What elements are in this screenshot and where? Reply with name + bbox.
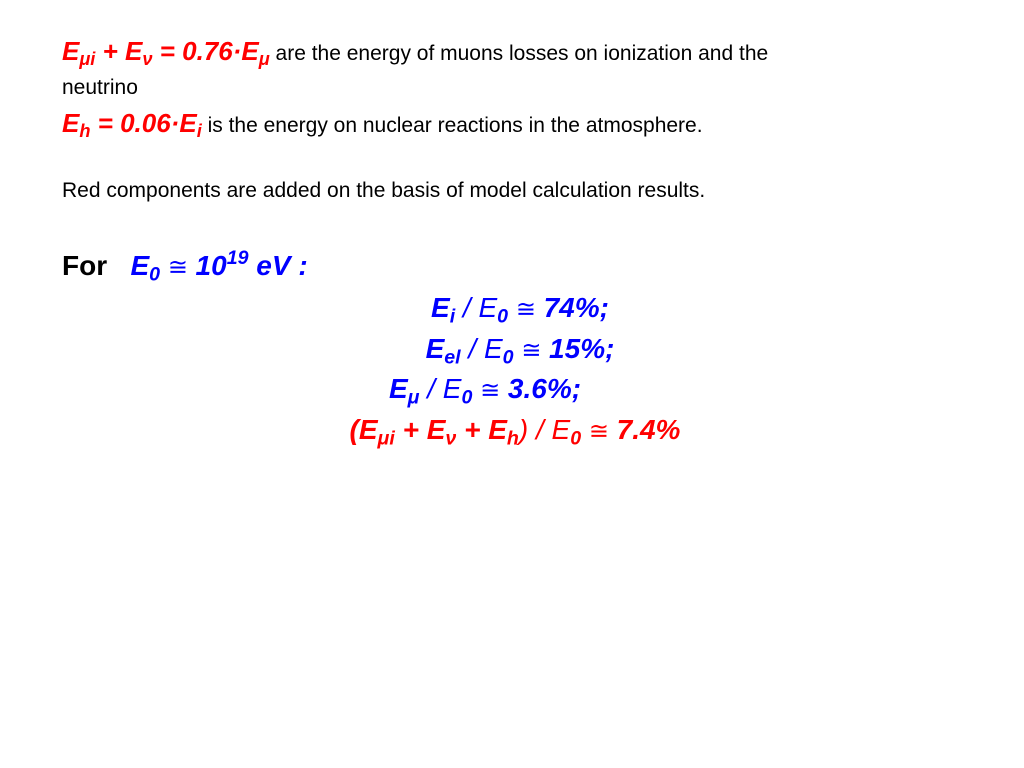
for-label: For xyxy=(62,250,108,281)
ratio-electromagnetic: $E_{el} / E_0$ ≅ 15%; xyxy=(425,333,615,369)
definition-text: are the energy of muons losses on ionization and the xyxy=(269,42,769,65)
formula-nuclear: $E_h = 0.06\cdot E_i$ xyxy=(62,108,202,142)
definition-continuation: neutrino xyxy=(62,76,138,99)
note-red-components: Red components are added on the basis of model calculation results. xyxy=(62,179,706,202)
formula-muon-neutrino: $E_{\mu i} + E_\nu = 0.76\cdot E_\mu$ xyxy=(62,36,270,70)
ratio-red-components: $(E_{\mu i} + E_\nu + E_h) / E_0$ ≅ 7.4% xyxy=(349,414,681,450)
ratio-muon: $E_\mu / E_0$ ≅ 3.6%; xyxy=(388,373,582,409)
energy-condition xyxy=(62,247,308,286)
definition-line-nuclear xyxy=(62,108,703,142)
definition-line-muon-neutrino xyxy=(62,36,769,70)
ratio-ionization: $E_i / E_0$ ≅ 74%; xyxy=(431,292,609,328)
definition-text: is the energy on nuclear reactions in the atmosphere. xyxy=(201,114,703,137)
energy-value: $E_0$ ≅ $10^{19}$ eV : xyxy=(130,247,308,286)
